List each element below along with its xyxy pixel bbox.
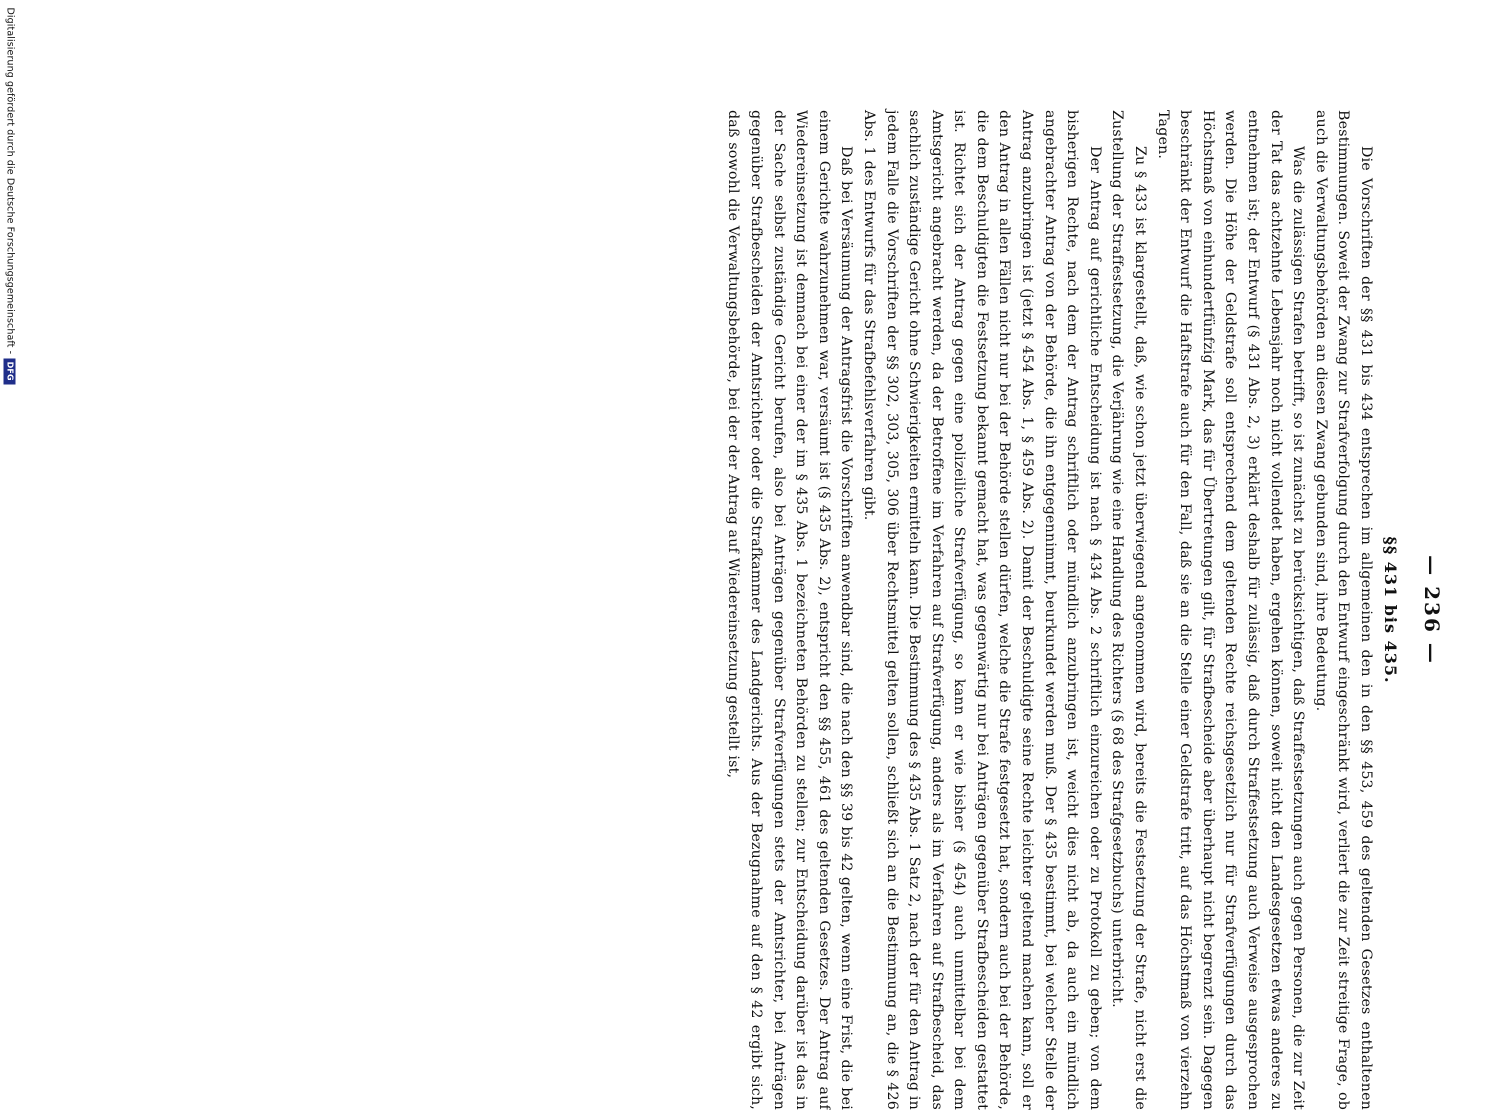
paragraph: Zu § 433 ist klargestellt, daß, wie schon jetzt überwiegend angenommen wird, bereits die Festsetzung der Strafe, nicht erst die Zustellung der Straffestsetzung, die Verjährung wie eine Handlung des Richters (§ 68 des Strafgesetzbuchs) unterbricht. — [1109, 110, 1149, 1110]
paragraph: Der Antrag auf gerichtliche Entscheidung ist nach § 434 Abs. 2 schriftlich einzureichen oder zu Protokoll zu geben; von dem bisherigen Rechte, nach dem der Antrag schriftlich oder mündlich anzubringen ist, weicht dies nicht ab, da auch ein mündlich angebrachter Antrag von der Behörde, die ihn entgegennimmt, beurkundet werden muß. Der § 435 bestimmt, bei welcher Stelle der Antrag anzubringen ist (jetzt § 454 Abs. 1, § 459 Abs. 2). Damit der Beschuldigte seine Rechte leichter geltend machen kann, soll er den Antrag in allen Fällen nicht nur bei der Behörde stellen dürfen, welche die Strafe festgesetzt hat, sondern auch bei der Behörde, die dem Beschuldigten die Festsetzung bekannt gemacht hat, was gegenwärtig nur bei Anträgen gegenüber Strafbescheiden gestattet ist. Richtet sich der Antrag gegen eine polizeiliche Strafverfügung, so kann er wie bisher (§ 454) auch unmittelbar bei dem Amtsgericht angebracht werden, da der Betroffene im Verfahren auf Strafverfügung, anders als im Verfahren auf Strafbescheid, das sachlich zuständige Gericht ohne Schwierigkeiten ermitteln kann. Die Bestimmung des § 435 Abs. 1 Satz 2, nach der für den Antrag in jedem Falle die Vorschriften der §§ 302, 303, 305, 306 über Rechtsmittel gelten sollen, schließt sich an die Bestimmung an, die § 426 Abs. 1 des Entwurfs für das Strafbefehlsverfahren gibt. — [860, 110, 1103, 1110]
dfg-logo-icon: DFG — [4, 358, 16, 384]
section-heading: §§ 431 bis 435. — [1381, 536, 1400, 684]
credit-text: Digitalisierung gefördert durch die Deutsche Forschungsgemeinschaft - — [4, 7, 16, 355]
paragraph: Die Vorschriften der §§ 431 bis 434 entsprechen im allgemeinen den in den §§ 453, 459 des geltenden Gesetzes enthaltenen Bestimmungen. Soweit der Zwang zur Strafverfolgung durch den Entwurf eingeschränkt wird, verliert die zur Zeit streitige Frage, ob auch die Verwaltungsbehörden an diesen Zwang gebunden sind, ihre Bedeutung. — [1312, 110, 1374, 1110]
page-number: — 236 — — [1420, 555, 1444, 665]
body-text — [722, 110, 1377, 1110]
page-content — [722, 110, 1494, 1110]
paragraph: Daß bei Versäumung der Antragsfrist die Vorschriften anwendbar sind, die nach den §§ 39 bis 42 gelten, wenn eine Frist, die bei einem Gerichte wahrzunehmen war, versäumt ist (§ 435 Abs. 2), entspricht den §§ 455, 461 des geltenden Gesetzes. Der Antrag auf Wiedereinsetzung ist demnach bei einer der im § 435 Abs. 1 bezeichneten Behörden zu stellen; zur Entscheidung darüber ist das in der Sache selbst zuständige Gericht berufen, also bei Anträgen gegenüber Strafverfügungen stets der Amtsrichter, bei Anträgen gegenüber Strafbescheiden der Amtsrichter oder die Strafkammer des Landgerichts. Aus der Bezugnahme auf den § 42 ergibt sich, daß sowohl die Verwaltungsbehörde, bei der der Antrag auf Wiedereinsetzung gestellt ist, — [725, 110, 855, 1110]
document-page — [0, 20, 1494, 1110]
paragraph: Was die zulässigen Strafen betrifft, so ist zunächst zu berücksichtigen, daß Straffestsetzungen auch gegen Personen, die zur Zeit der Tat das achtzehnte Lebensjahr noch nicht vollendet haben, ergehen können, soweit nicht den Landesgesetzen etwas anderes zu entnehmen ist; der Entwurf (§ 431 Abs. 2, 3) erklärt deshalb für zulässig, daß durch Straffestsetzung auch Verweise ausgesprochen werden. Die Höhe der Geldstrafe soll entsprechend dem geltenden Rechte reichsgesetzlich nur für Strafverfügungen durch das Höchstmaß von einhundertfünfzig Mark, das für Übertretungen gilt, für Strafbescheide aber überhaupt nicht begrenzt sein. Dagegen beschränkt der Entwurf die Haftstrafe auch für den Fall, daß sie an die Stelle einer Geldstrafe tritt, auf das Höchstmaß von vierzehn Tagen. — [1154, 110, 1307, 1110]
